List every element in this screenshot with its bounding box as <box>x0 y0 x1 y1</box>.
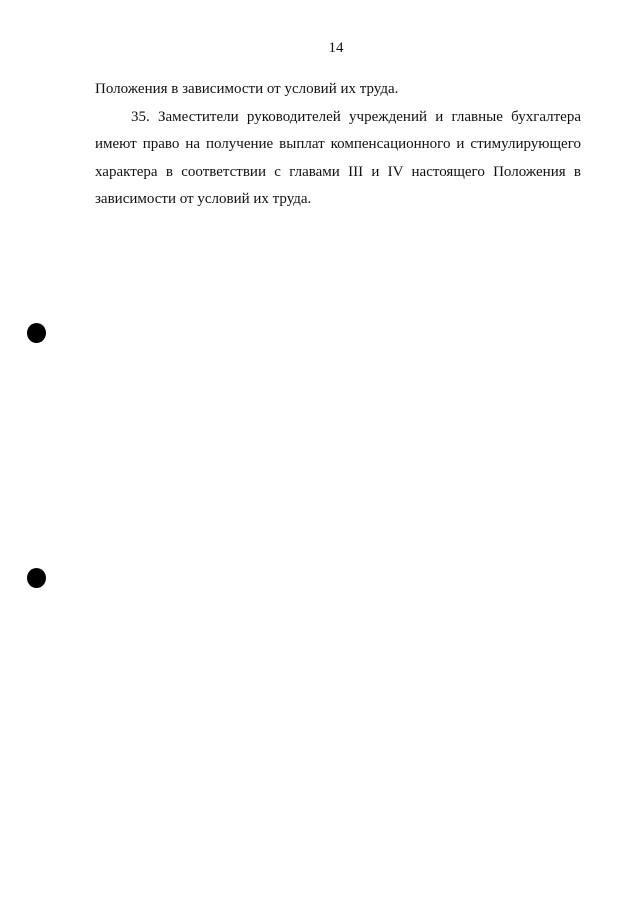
paragraph-35-line-4: зависимости от условий их труда. <box>95 191 312 207</box>
paragraph-continuation-line: Положения в зависимости от условий их труда. <box>95 81 399 97</box>
paragraph-35-line-1: 35. Заместители руководителей учреждений и главные бухгалтера <box>131 108 581 125</box>
punch-hole-bottom <box>27 568 46 588</box>
punch-hole-top <box>27 323 46 343</box>
document-body <box>95 76 581 214</box>
page-number: 14 <box>328 40 344 56</box>
paragraph-35-line-2: имеют право на получение выплат компенсационного и стимулирующего <box>95 136 581 152</box>
paragraph-35-line-3: характера в соответствии с главами III и IV настоящего Положения в <box>95 163 581 180</box>
